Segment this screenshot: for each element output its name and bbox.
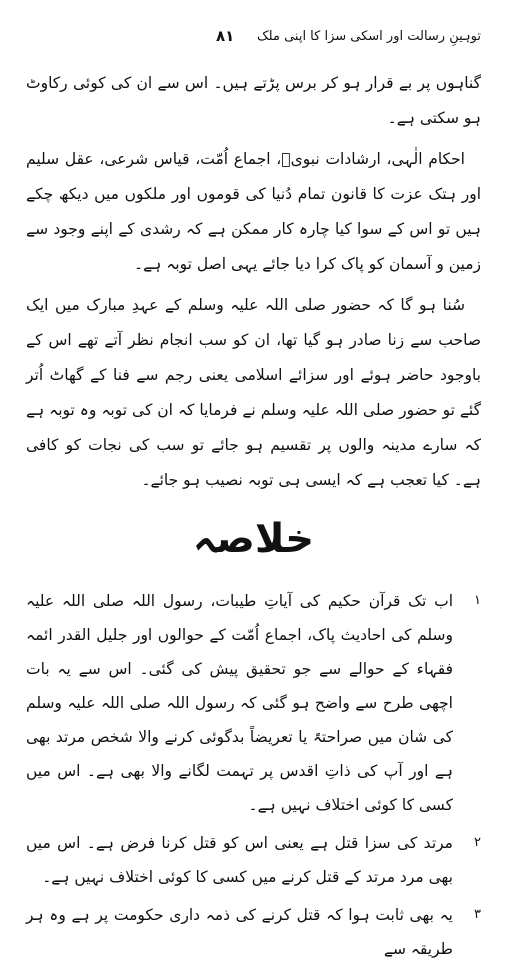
- running-title: توہینِ رسالت اور اسکی سزا کا اپنی ملک: [257, 28, 481, 44]
- summary-item-number: ۲: [474, 835, 481, 850]
- summary-item-text: یہ بھی ثابت ہوا کہ قتل کرنے کی ذمہ داری حکومت پر ہے وہ ہر طریقہ سے: [26, 906, 453, 958]
- summary-item-text: اب تک قرآن حکیم کی آیاتِ طیبات، رسول اللہ صلی اللہ علیہ وسلم کی احادیث پاک، اجماع اُمّت کے حوالوں اور جلیل القدر ائمہ فقہاء کے حوالے سے جو تحقیق پیش کی گئی۔ اس سے یہ بات اچھی طرح سے واضح ہو گئی کہ رسول اللہ صلی اللہ علیہ وسلم کی شان میں صراحتہً یا تعریضاً بدگوئی کرنے والا شخص مرتد بھی ہے اور آپ کی ذاتِ اقدس پر تہمت لگانے والا بھی ہے۔ اس میں کسی کا کوئی اختلاف نہیں ہے۔: [26, 592, 453, 814]
- page-number: ۸۱: [216, 27, 235, 45]
- paragraph-hadith-story: سُنا ہو گا کہ حضور صلی اللہ علیہ وسلم کے عہدِ مبارک میں ایک صاحب سے زنا صادر ہو گیا تھا، ان کو سب انجام نظر آتے تھے اس کے باوجود حاضر ہوئے اور سزائے اسلامی یعنی رجم سے فنا کے گھاٹ اُتر گئے تو حضور صلی اللہ علیہ وسلم نے فرمایا کہ ان کی توبہ وہ توبہ ہے کہ سارے مدینہ والوں پر تقسیم ہو جائے تو سب کی نجات کو کافی ہے۔ کیا تعجب ہے کہ ایسی ہی توبہ نصیب ہو جائے۔: [26, 296, 481, 489]
- summary-item: [26, 826, 481, 894]
- running-header: [26, 24, 481, 48]
- summary-item: [26, 584, 481, 822]
- summary-item: [26, 898, 481, 966]
- paragraph-ahkam: احکام الٰہی، ارشادات نبویؐ، اجماع اُمّت، قیاس شرعی، عقل سلیم اور ہتک عزت کا قانون تمام دُنیا کی قوموں اور ملکوں میں دیکھ چکے ہیں تو اس کے سوا کیا چارہ کار ممکن ہے کہ رشدی کے اپنے وجود سے زمین و آسمان کو پاک کرا دیا جائے یہی اصل توبہ ہے۔: [26, 150, 481, 273]
- summary-item-text: مرتد کی سزا قتل ہے یعنی اس کو قتل کرنا فرض ہے۔ اس میں بھی مرد مرتد کے قتل کرنے میں کسی کا کوئی اختلاف نہیں ہے۔: [26, 834, 453, 886]
- summary-item-number: ۳: [474, 907, 481, 922]
- paragraph-continuation: گناہوں پر بے قرار ہو کر برس پڑتے ہیں۔ اس سے ان کی کوئی رکاوٹ ہو سکتی ہے۔: [26, 74, 481, 127]
- summary-item-number: ۱: [474, 593, 481, 608]
- section-heading-khulasa: خلاصہ: [192, 516, 315, 562]
